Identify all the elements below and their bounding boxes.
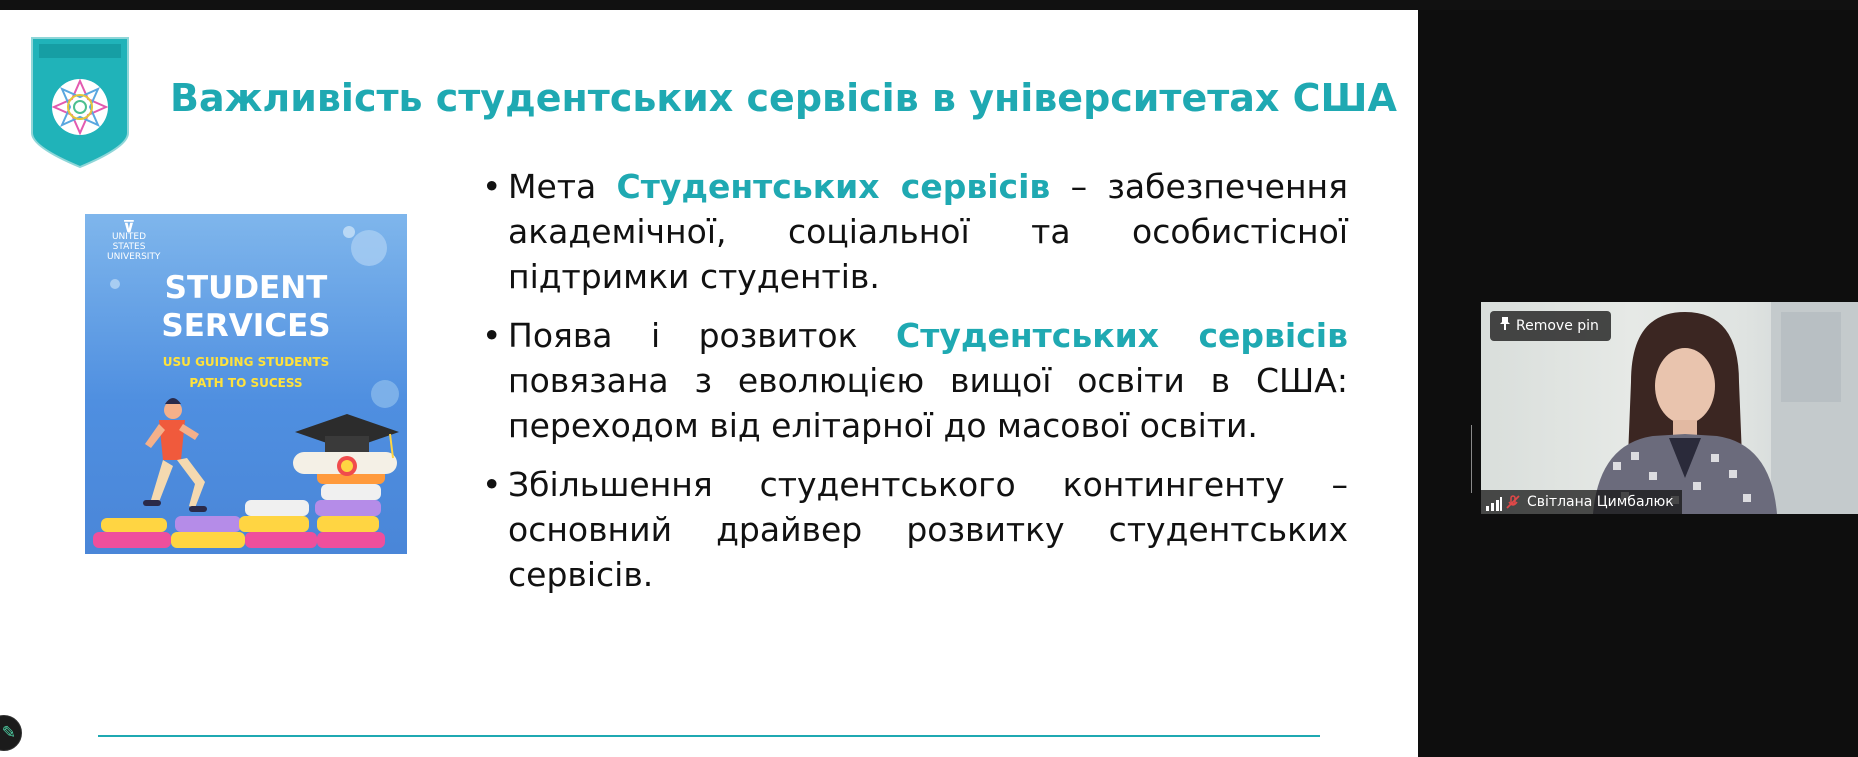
bullet-item: • Збільшення студентського контингенту – основний драйвер розвитку студентських сервісів. — [482, 462, 1348, 597]
mic-muted-icon — [1505, 494, 1521, 510]
bullet-item: • Поява і розвиток Студентських сервісів повязана з еволюцією вищої освіти в США: переходом від елітарної до масової освіти. — [482, 313, 1348, 448]
slide-title: Важливість студентських сервісів в університетах США — [170, 76, 1397, 120]
participant-name: Світлана Цимбалюк — [1527, 494, 1674, 510]
poster-logo: ⊽ UNITED STATES UNIVERSITY — [107, 217, 161, 262]
university-crest-logo — [29, 35, 131, 169]
panel-resize-handle[interactable] — [1471, 425, 1476, 459]
bullet-list — [482, 164, 1348, 611]
bottom-divider — [98, 735, 1320, 737]
participant-video-tile[interactable] — [1481, 302, 1858, 514]
student-services-poster — [85, 214, 407, 554]
bullet-item: • Мета Студентських сервісів – забезпечення академічної, соціальної та особистісної підтримки студентів. — [482, 164, 1348, 299]
signal-bars-icon — [1485, 495, 1503, 509]
remove-pin-button[interactable]: Remove pin — [1490, 311, 1611, 341]
annotate-button[interactable] — [0, 715, 22, 751]
poster-subtitle: USU GUIDING STUDENTS PATH TO SUCESS — [162, 355, 330, 390]
pen-icon: ✎ — [1, 723, 16, 742]
top-strip — [0, 0, 1858, 10]
pin-icon — [1500, 311, 1510, 341]
participant-name-bar — [1481, 490, 1682, 514]
presentation-slide — [0, 10, 1418, 757]
poster-title: STUDENT SERVICES — [161, 270, 331, 344]
